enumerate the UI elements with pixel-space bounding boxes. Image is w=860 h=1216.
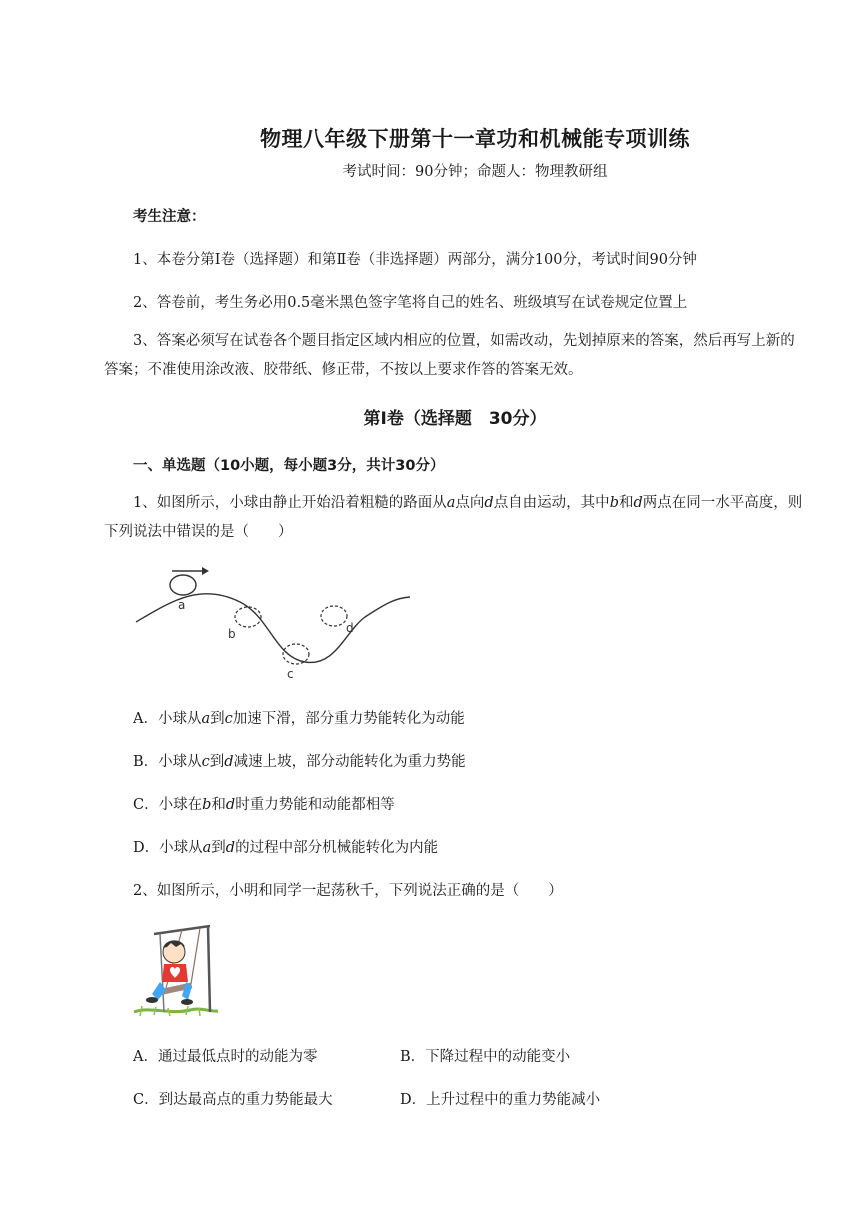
page-title: 物理八年级下册第十一章功和机械能专项训练	[260, 127, 690, 151]
notice-item-3: 3、答案必须写在试卷各个题目指定区域内相应的位置，如需改动，先划掉原来的答案，然后再写上新的答案；不准使用涂改液、胶带纸、修正带，不按以上要求作答的答案无效。	[104, 333, 795, 378]
question-1-option-a[interactable]: A．小球从a到c加速下滑，部分重力势能转化为动能	[133, 711, 465, 727]
question-1-option-c[interactable]: C．小球在b和d时重力势能和动能都相等	[133, 797, 395, 813]
label-d: d	[346, 621, 354, 635]
question-1-option-d[interactable]: D．小球从a到d的过程中部分机械能转化为内能	[133, 840, 439, 856]
notice-item-2: 2、答卷前，考生务必用0.5毫米黑色签字笔将自己的姓名、班级填写在试卷规定位置上	[133, 295, 688, 311]
ball-c	[283, 644, 309, 664]
track-figure	[130, 562, 415, 687]
question-2-option-d[interactable]: D．上升过程中的重力势能减小	[400, 1092, 601, 1108]
swing-figure	[130, 920, 220, 1025]
question-2-option-c[interactable]: C．到达最高点的重力势能最大	[133, 1092, 333, 1108]
question-2-option-a[interactable]: A．通过最低点时的动能为零	[133, 1049, 318, 1065]
section-title: 第Ⅰ卷（选择题 30分）	[363, 409, 547, 429]
part-heading: 一、单选题（10小题，每小题3分，共计30分）	[133, 458, 445, 474]
notice-heading: 考生注意：	[133, 209, 206, 225]
question-1-stem: 1、如图所示，小球由静止开始沿着粗糙的路面从a点向d点自由运动，其中b和d两点在同一水平高度，则下列说法中错误的是（ ）	[104, 495, 803, 540]
question-1-option-b[interactable]: B．小球从c到d减速上坡，部分动能转化为重力势能	[133, 754, 466, 770]
notice-item-1: 1、本卷分第Ⅰ卷（选择题）和第Ⅱ卷（非选择题）两部分，满分100分，考试时间90分钟	[133, 252, 697, 268]
exam-info: 考试时间：90分钟；命题人：物理教研组	[342, 164, 608, 180]
ball-b	[235, 607, 261, 627]
ball-d	[321, 606, 347, 626]
label-a: a	[178, 598, 186, 612]
question-2-stem: 2、如图所示，小明和同学一起荡秋千，下列说法正确的是（ ）	[133, 883, 563, 899]
question-2-option-b[interactable]: B．下降过程中的动能变小	[400, 1049, 571, 1065]
label-b: b	[228, 627, 236, 641]
ball-a	[170, 575, 196, 595]
label-c: c	[287, 667, 294, 681]
